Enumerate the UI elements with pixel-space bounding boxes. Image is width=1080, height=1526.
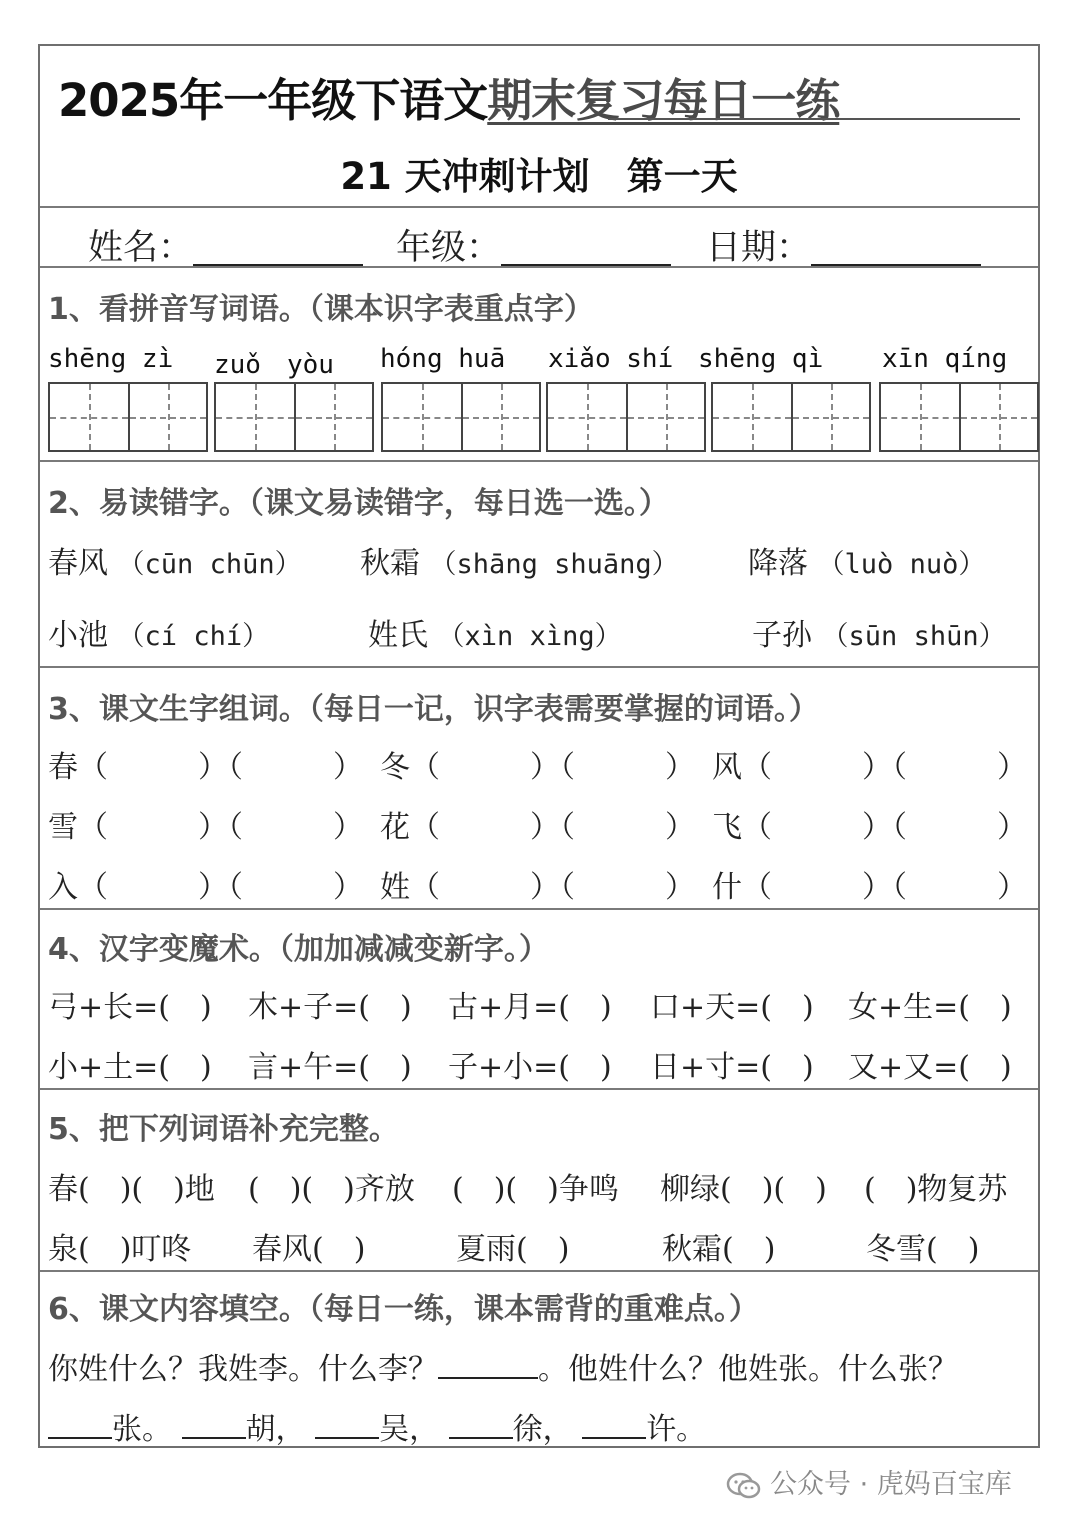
cloze-blank[interactable]: [315, 1411, 379, 1439]
char-magic-item: 日+寸=( ): [650, 1050, 814, 1085]
char-magic-item: 古+月=( ): [448, 990, 612, 1025]
divider: [40, 1088, 1038, 1090]
cloze-blank[interactable]: [182, 1411, 246, 1439]
divider: [40, 460, 1038, 462]
cloze-line-2: 张。 胡， 吴， 徐， 许。: [48, 1404, 706, 1448]
char-magic-item: 又+又=( ): [848, 1050, 1012, 1085]
section6-title: 6、课文内容填空。（每日一练，课本需背的重难点。）: [48, 1292, 759, 1327]
char-magic-item: 弓+长=( ): [48, 990, 212, 1025]
pinyin-2: zuǒ yòu: [214, 350, 334, 380]
word-group-item: 风（ ）（ ）: [712, 750, 1027, 785]
pinyin-5: shēng qì: [698, 344, 824, 374]
phrase-item: 春( )( )地: [48, 1172, 215, 1207]
char-magic-item: 木+子=( ): [248, 990, 412, 1025]
date-blank[interactable]: [811, 234, 981, 266]
name-label: 姓名：: [88, 228, 194, 268]
misread-item: 小池 （cí chí）: [48, 618, 270, 653]
grade-field: [396, 220, 671, 270]
writing-grid[interactable]: [214, 382, 374, 452]
grade-label: 年级：: [396, 228, 502, 268]
section1-title: 1、看拼音写词语。（课本识字表重点字）: [48, 292, 594, 327]
char-magic-item: 言+午=( ): [248, 1050, 412, 1085]
section5-title: 5、把下列词语补充完整。: [48, 1112, 399, 1147]
watermark-text: 公众号 · 虎妈百宝库: [770, 1469, 1012, 1500]
writing-grid[interactable]: [711, 382, 871, 452]
pinyin-3: hóng huā: [380, 344, 506, 374]
date-label: 日期：: [706, 228, 812, 268]
cloze-blank[interactable]: [48, 1411, 112, 1439]
char-magic-item: 小+土=( ): [48, 1050, 212, 1085]
phrase-item: 春风( ): [252, 1232, 366, 1267]
cloze-blank[interactable]: [438, 1351, 538, 1379]
misread-item: 子孙 （sūn shūn）: [752, 618, 1006, 653]
misread-item: 姓氏 （xìn xìng）: [368, 618, 622, 653]
phrase-item: ( )( )争鸣: [452, 1172, 619, 1207]
cloze-blank[interactable]: [449, 1411, 513, 1439]
phrase-item: ( )物复苏: [864, 1172, 1008, 1207]
divider: [40, 666, 1038, 668]
phrase-item: ( )( )齐放: [248, 1172, 415, 1207]
word-group-item: 姓（ ）（ ）: [380, 870, 695, 905]
writing-grid[interactable]: [879, 382, 1039, 452]
word-group-item: 春（ ）（ ）: [48, 750, 363, 785]
phrase-item: 夏雨( ): [456, 1232, 570, 1267]
pinyin-6: xīn qíng: [882, 344, 1008, 374]
word-group-item: 入（ ）（ ）: [48, 870, 363, 905]
misread-item: 春风 （cūn chūn）: [48, 546, 302, 581]
title-tail: 期末复习每日一练: [487, 74, 840, 127]
word-group-item: 飞（ ）（ ）: [712, 810, 1027, 845]
pinyin-4: xiǎo shí: [548, 344, 674, 374]
worksheet-subtitle: 21 天冲刺计划 第一天: [340, 155, 738, 198]
divider: [40, 266, 1038, 268]
phrase-item: 柳绿( )( ): [660, 1172, 827, 1207]
phrase-item: 泉( )叮咚: [48, 1232, 192, 1267]
section3-title: 3、课文生字组词。（每日一记，识字表需要掌握的词语。）: [48, 692, 819, 727]
word-group-item: 冬（ ）（ ）: [380, 750, 695, 785]
divider: [40, 908, 1038, 910]
word-group-item: 花（ ）（ ）: [380, 810, 695, 845]
divider: [40, 206, 1038, 208]
name-blank[interactable]: [193, 234, 363, 266]
grade-blank[interactable]: [501, 234, 671, 266]
word-group-item: 雪（ ）（ ）: [48, 810, 363, 845]
section4-title: 4、汉字变魔术。（加加减减变新字。）: [48, 932, 549, 967]
cloze-line-1: 你姓什么？我姓李。什么李？ 。他姓什么？他姓张。什么张？: [48, 1352, 958, 1387]
divider: [40, 1270, 1038, 1272]
misread-item: 降落 （luò nuò）: [748, 546, 986, 581]
phrase-item: 秋霜( ): [662, 1232, 776, 1267]
name-field: [88, 220, 363, 270]
title-underline: [608, 118, 1020, 120]
title-main: 2025年一年级下语文: [58, 74, 488, 127]
writing-grid[interactable]: [381, 382, 541, 452]
worksheet: [38, 44, 1040, 1448]
wechat-icon: [726, 1472, 762, 1500]
writing-grid[interactable]: [546, 382, 706, 452]
cloze-blank[interactable]: [582, 1411, 646, 1439]
word-group-item: 什（ ）（ ）: [712, 870, 1027, 905]
watermark: [726, 1462, 1012, 1501]
phrase-item: 冬雪( ): [866, 1232, 980, 1267]
writing-grid[interactable]: [48, 382, 208, 452]
section2-title: 2、易读错字。（课文易读错字，每日选一选。）: [48, 486, 669, 521]
misread-item: 秋霜 （shāng shuāng）: [360, 546, 679, 581]
char-magic-item: 女+生=( ): [848, 990, 1012, 1025]
char-magic-item: 口+天=( ): [650, 990, 814, 1025]
date-field: [706, 220, 981, 270]
pinyin-1: shēng zì: [48, 344, 174, 374]
char-magic-item: 子+小=( ): [448, 1050, 612, 1085]
